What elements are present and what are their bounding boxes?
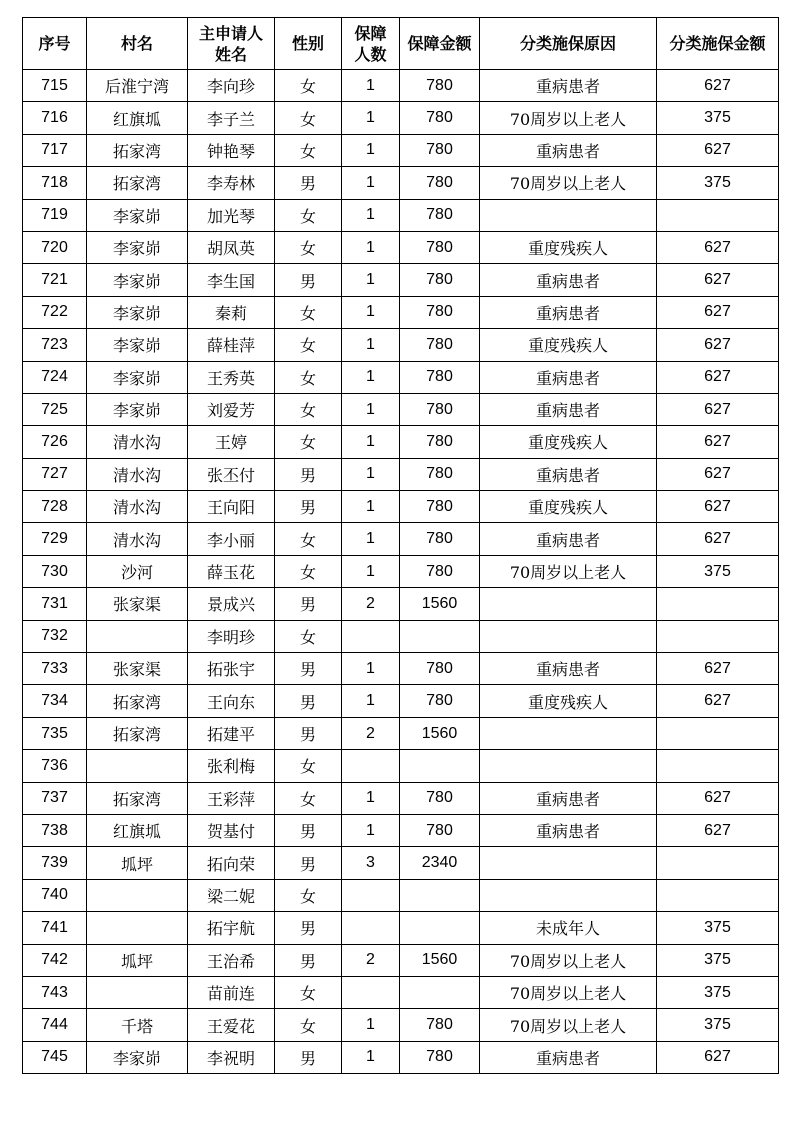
table-row — [23, 102, 779, 134]
cell-applicant: 王治希 — [188, 944, 275, 976]
cell-gender: 女 — [275, 523, 342, 555]
cell-village: 李家峁 — [87, 361, 188, 393]
table-row — [23, 912, 779, 944]
cell-village: 坬坪 — [87, 847, 188, 879]
cell-applicant: 薛桂萍 — [188, 329, 275, 361]
cell-gender: 女 — [275, 102, 342, 134]
cell-amount: 780 — [400, 1009, 480, 1041]
cell-amount: 780 — [400, 199, 480, 231]
cell-village: 李家峁 — [87, 1041, 188, 1073]
cell-applicant: 拓建平 — [188, 717, 275, 749]
cell-index: 721 — [23, 264, 87, 296]
cell-amount — [400, 620, 480, 652]
cell-amount — [400, 879, 480, 911]
cell-index: 730 — [23, 555, 87, 587]
cell-persons: 1 — [342, 523, 400, 555]
table-header-row — [23, 18, 779, 70]
cell-index: 718 — [23, 167, 87, 199]
cell-applicant: 梁二妮 — [188, 879, 275, 911]
cell-persons — [342, 879, 400, 911]
cell-persons: 1 — [342, 814, 400, 846]
cell-village: 李家峁 — [87, 199, 188, 231]
cell-index: 727 — [23, 458, 87, 490]
table-row — [23, 653, 779, 685]
cell-village: 张家渠 — [87, 588, 188, 620]
table-row — [23, 750, 779, 782]
cell-class-amount — [657, 750, 779, 782]
cell-applicant: 王秀英 — [188, 361, 275, 393]
table-row — [23, 426, 779, 458]
cell-persons: 1 — [342, 329, 400, 361]
cell-persons: 1 — [342, 102, 400, 134]
cell-reason — [480, 199, 657, 231]
cell-village: 拓家湾 — [87, 134, 188, 166]
cell-amount: 2340 — [400, 847, 480, 879]
cell-index: 725 — [23, 393, 87, 425]
cell-index: 733 — [23, 653, 87, 685]
cell-persons: 1 — [342, 296, 400, 328]
cell-index: 728 — [23, 491, 87, 523]
cell-class-amount: 375 — [657, 912, 779, 944]
cell-amount: 780 — [400, 653, 480, 685]
cell-applicant: 加光琴 — [188, 199, 275, 231]
cell-persons: 1 — [342, 167, 400, 199]
cell-persons: 2 — [342, 717, 400, 749]
cell-persons: 1 — [342, 653, 400, 685]
cell-class-amount — [657, 717, 779, 749]
cell-gender: 男 — [275, 814, 342, 846]
cell-amount: 780 — [400, 555, 480, 587]
cell-reason: 重度残疾人 — [480, 685, 657, 717]
cell-amount: 780 — [400, 426, 480, 458]
table-row — [23, 134, 779, 166]
cell-gender: 男 — [275, 167, 342, 199]
cell-village — [87, 976, 188, 1008]
cell-reason: 重病患者 — [480, 782, 657, 814]
cell-reason — [480, 750, 657, 782]
table-row — [23, 685, 779, 717]
cell-gender: 女 — [275, 361, 342, 393]
cell-applicant: 李向珍 — [188, 70, 275, 102]
cell-persons: 1 — [342, 555, 400, 587]
table-row — [23, 944, 779, 976]
cell-class-amount — [657, 199, 779, 231]
cell-index: 745 — [23, 1041, 87, 1073]
cell-amount: 780 — [400, 329, 480, 361]
cell-amount — [400, 750, 480, 782]
cell-village: 李家峁 — [87, 264, 188, 296]
cell-gender: 男 — [275, 588, 342, 620]
cell-village: 李家峁 — [87, 296, 188, 328]
cell-index: 732 — [23, 620, 87, 652]
table-body — [23, 70, 779, 1074]
cell-reason: 重病患者 — [480, 393, 657, 425]
table-row — [23, 231, 779, 263]
cell-class-amount — [657, 588, 779, 620]
assistance-table — [22, 17, 779, 1074]
cell-index: 726 — [23, 426, 87, 458]
cell-index: 740 — [23, 879, 87, 911]
cell-village — [87, 620, 188, 652]
cell-persons: 1 — [342, 70, 400, 102]
cell-index: 723 — [23, 329, 87, 361]
table-row — [23, 393, 779, 425]
cell-gender: 男 — [275, 653, 342, 685]
header-amount: 保障金额 — [400, 18, 480, 70]
cell-reason: 70周岁以上老人 — [480, 102, 657, 134]
cell-village — [87, 879, 188, 911]
cell-applicant: 秦莉 — [188, 296, 275, 328]
cell-applicant: 拓张宇 — [188, 653, 275, 685]
cell-class-amount: 375 — [657, 1009, 779, 1041]
cell-persons: 1 — [342, 426, 400, 458]
cell-applicant: 王婷 — [188, 426, 275, 458]
table-row — [23, 1041, 779, 1073]
table-row — [23, 491, 779, 523]
cell-reason — [480, 847, 657, 879]
cell-amount: 1560 — [400, 944, 480, 976]
header-index: 序号 — [23, 18, 87, 70]
cell-gender: 男 — [275, 847, 342, 879]
cell-applicant: 李祝明 — [188, 1041, 275, 1073]
cell-class-amount: 375 — [657, 976, 779, 1008]
cell-persons: 2 — [342, 588, 400, 620]
cell-village: 千塔 — [87, 1009, 188, 1041]
cell-index: 738 — [23, 814, 87, 846]
cell-persons — [342, 912, 400, 944]
cell-gender: 女 — [275, 70, 342, 102]
cell-persons: 1 — [342, 1041, 400, 1073]
cell-class-amount: 627 — [657, 361, 779, 393]
cell-village: 拓家湾 — [87, 685, 188, 717]
cell-class-amount — [657, 847, 779, 879]
cell-village: 拓家湾 — [87, 717, 188, 749]
cell-gender: 男 — [275, 264, 342, 296]
cell-index: 720 — [23, 231, 87, 263]
cell-applicant: 王彩萍 — [188, 782, 275, 814]
cell-reason: 重病患者 — [480, 70, 657, 102]
cell-applicant: 李生国 — [188, 264, 275, 296]
table-row — [23, 1009, 779, 1041]
cell-class-amount: 627 — [657, 523, 779, 555]
cell-index: 739 — [23, 847, 87, 879]
cell-index: 715 — [23, 70, 87, 102]
cell-persons: 1 — [342, 782, 400, 814]
cell-village: 清水沟 — [87, 523, 188, 555]
cell-applicant: 景成兴 — [188, 588, 275, 620]
header-applicant: 主申请人姓名 — [188, 18, 275, 70]
cell-persons — [342, 976, 400, 1008]
table-row — [23, 620, 779, 652]
cell-reason: 70周岁以上老人 — [480, 944, 657, 976]
cell-gender: 女 — [275, 231, 342, 263]
cell-reason: 70周岁以上老人 — [480, 167, 657, 199]
cell-amount: 780 — [400, 70, 480, 102]
cell-amount: 780 — [400, 782, 480, 814]
header-class-amount: 分类施保金额 — [657, 18, 779, 70]
cell-index: 729 — [23, 523, 87, 555]
cell-amount: 780 — [400, 296, 480, 328]
cell-reason: 重病患者 — [480, 264, 657, 296]
cell-amount: 780 — [400, 491, 480, 523]
cell-class-amount: 627 — [657, 264, 779, 296]
table-row — [23, 296, 779, 328]
cell-applicant: 钟艳琴 — [188, 134, 275, 166]
cell-class-amount: 375 — [657, 555, 779, 587]
cell-class-amount: 627 — [657, 782, 779, 814]
cell-persons — [342, 620, 400, 652]
cell-persons: 1 — [342, 458, 400, 490]
cell-village: 沙河 — [87, 555, 188, 587]
cell-index: 717 — [23, 134, 87, 166]
cell-applicant: 拓宇航 — [188, 912, 275, 944]
cell-applicant: 张利梅 — [188, 750, 275, 782]
cell-village: 红旗坬 — [87, 102, 188, 134]
cell-index: 741 — [23, 912, 87, 944]
cell-index: 716 — [23, 102, 87, 134]
header-gender: 性别 — [275, 18, 342, 70]
header-village: 村名 — [87, 18, 188, 70]
cell-reason: 重病患者 — [480, 458, 657, 490]
cell-gender: 男 — [275, 717, 342, 749]
cell-applicant: 张丕付 — [188, 458, 275, 490]
cell-class-amount: 627 — [657, 653, 779, 685]
cell-applicant: 王爱花 — [188, 1009, 275, 1041]
cell-applicant: 李明珍 — [188, 620, 275, 652]
cell-gender: 女 — [275, 393, 342, 425]
cell-gender: 男 — [275, 912, 342, 944]
cell-reason: 重度残疾人 — [480, 231, 657, 263]
cell-amount: 780 — [400, 523, 480, 555]
cell-reason — [480, 620, 657, 652]
table-row — [23, 782, 779, 814]
cell-persons: 1 — [342, 393, 400, 425]
cell-reason: 重度残疾人 — [480, 329, 657, 361]
cell-class-amount: 627 — [657, 329, 779, 361]
cell-index: 737 — [23, 782, 87, 814]
cell-class-amount: 627 — [657, 393, 779, 425]
cell-applicant: 王向阳 — [188, 491, 275, 523]
cell-reason: 重病患者 — [480, 1041, 657, 1073]
cell-class-amount: 627 — [657, 70, 779, 102]
cell-gender: 女 — [275, 1009, 342, 1041]
cell-gender: 女 — [275, 134, 342, 166]
cell-reason: 重病患者 — [480, 653, 657, 685]
header-persons: 保障人数 — [342, 18, 400, 70]
cell-applicant: 李寿林 — [188, 167, 275, 199]
cell-amount: 780 — [400, 167, 480, 199]
cell-index: 744 — [23, 1009, 87, 1041]
cell-reason — [480, 588, 657, 620]
cell-applicant: 王向东 — [188, 685, 275, 717]
cell-gender: 女 — [275, 879, 342, 911]
cell-class-amount: 627 — [657, 134, 779, 166]
cell-gender: 男 — [275, 944, 342, 976]
cell-village: 清水沟 — [87, 458, 188, 490]
cell-village: 张家渠 — [87, 653, 188, 685]
cell-amount — [400, 976, 480, 1008]
cell-gender: 男 — [275, 491, 342, 523]
cell-gender: 女 — [275, 976, 342, 1008]
cell-class-amount — [657, 620, 779, 652]
cell-gender: 男 — [275, 1041, 342, 1073]
cell-class-amount: 627 — [657, 231, 779, 263]
cell-reason: 重度残疾人 — [480, 426, 657, 458]
cell-gender: 女 — [275, 620, 342, 652]
cell-reason: 重病患者 — [480, 523, 657, 555]
document-page — [22, 17, 778, 1074]
cell-persons: 1 — [342, 491, 400, 523]
cell-amount: 780 — [400, 393, 480, 425]
cell-amount: 780 — [400, 814, 480, 846]
cell-amount: 780 — [400, 231, 480, 263]
cell-index: 736 — [23, 750, 87, 782]
table-row — [23, 847, 779, 879]
header-reason: 分类施保原因 — [480, 18, 657, 70]
cell-gender: 男 — [275, 458, 342, 490]
table-row — [23, 361, 779, 393]
cell-class-amount: 627 — [657, 814, 779, 846]
cell-gender: 女 — [275, 555, 342, 587]
table-row — [23, 717, 779, 749]
cell-persons: 1 — [342, 1009, 400, 1041]
cell-village: 拓家湾 — [87, 782, 188, 814]
cell-reason: 70周岁以上老人 — [480, 1009, 657, 1041]
cell-persons: 1 — [342, 361, 400, 393]
cell-applicant: 李子兰 — [188, 102, 275, 134]
cell-index: 743 — [23, 976, 87, 1008]
cell-gender: 女 — [275, 329, 342, 361]
cell-amount: 780 — [400, 102, 480, 134]
cell-gender: 男 — [275, 685, 342, 717]
table-row — [23, 70, 779, 102]
cell-gender: 女 — [275, 750, 342, 782]
cell-village: 清水沟 — [87, 426, 188, 458]
cell-persons: 1 — [342, 199, 400, 231]
cell-village: 后淮宁湾 — [87, 70, 188, 102]
cell-amount: 780 — [400, 264, 480, 296]
cell-reason — [480, 717, 657, 749]
cell-class-amount: 627 — [657, 458, 779, 490]
cell-persons — [342, 750, 400, 782]
cell-persons: 1 — [342, 264, 400, 296]
cell-class-amount: 627 — [657, 685, 779, 717]
table-row — [23, 329, 779, 361]
cell-village — [87, 750, 188, 782]
cell-persons: 1 — [342, 685, 400, 717]
cell-reason: 重病患者 — [480, 296, 657, 328]
table-row — [23, 976, 779, 1008]
cell-applicant: 李小丽 — [188, 523, 275, 555]
cell-applicant: 薛玉花 — [188, 555, 275, 587]
table-row — [23, 814, 779, 846]
cell-index: 719 — [23, 199, 87, 231]
cell-village: 坬坪 — [87, 944, 188, 976]
cell-amount: 780 — [400, 458, 480, 490]
table-row — [23, 458, 779, 490]
cell-reason: 70周岁以上老人 — [480, 976, 657, 1008]
cell-village: 红旗坬 — [87, 814, 188, 846]
cell-reason: 重病患者 — [480, 814, 657, 846]
cell-applicant: 贺基付 — [188, 814, 275, 846]
cell-amount: 1560 — [400, 717, 480, 749]
cell-class-amount: 627 — [657, 426, 779, 458]
cell-amount: 1560 — [400, 588, 480, 620]
cell-gender: 女 — [275, 199, 342, 231]
cell-class-amount: 375 — [657, 102, 779, 134]
cell-index: 742 — [23, 944, 87, 976]
cell-index: 722 — [23, 296, 87, 328]
cell-gender: 女 — [275, 426, 342, 458]
cell-amount: 780 — [400, 1041, 480, 1073]
cell-reason: 重病患者 — [480, 134, 657, 166]
cell-reason: 70周岁以上老人 — [480, 555, 657, 587]
cell-village: 李家峁 — [87, 393, 188, 425]
cell-reason: 未成年人 — [480, 912, 657, 944]
cell-village: 清水沟 — [87, 491, 188, 523]
cell-gender: 女 — [275, 296, 342, 328]
cell-applicant: 拓向荣 — [188, 847, 275, 879]
cell-amount: 780 — [400, 685, 480, 717]
table-row — [23, 199, 779, 231]
table-row — [23, 264, 779, 296]
cell-persons: 1 — [342, 134, 400, 166]
cell-persons: 2 — [342, 944, 400, 976]
cell-village — [87, 912, 188, 944]
cell-reason: 重度残疾人 — [480, 491, 657, 523]
cell-village: 拓家湾 — [87, 167, 188, 199]
cell-class-amount: 375 — [657, 944, 779, 976]
cell-index: 734 — [23, 685, 87, 717]
cell-amount — [400, 912, 480, 944]
table-row — [23, 879, 779, 911]
cell-amount: 780 — [400, 134, 480, 166]
cell-persons: 3 — [342, 847, 400, 879]
cell-applicant: 刘爱芳 — [188, 393, 275, 425]
table-row — [23, 523, 779, 555]
cell-reason — [480, 879, 657, 911]
cell-village: 李家峁 — [87, 329, 188, 361]
cell-index: 724 — [23, 361, 87, 393]
cell-applicant: 胡凤英 — [188, 231, 275, 263]
table-row — [23, 167, 779, 199]
table-row — [23, 555, 779, 587]
cell-persons: 1 — [342, 231, 400, 263]
cell-class-amount: 627 — [657, 1041, 779, 1073]
cell-class-amount — [657, 879, 779, 911]
cell-amount: 780 — [400, 361, 480, 393]
cell-index: 735 — [23, 717, 87, 749]
cell-village: 李家峁 — [87, 231, 188, 263]
table-row — [23, 588, 779, 620]
cell-gender: 女 — [275, 782, 342, 814]
cell-class-amount: 375 — [657, 167, 779, 199]
cell-index: 731 — [23, 588, 87, 620]
cell-class-amount: 627 — [657, 491, 779, 523]
cell-reason: 重病患者 — [480, 361, 657, 393]
cell-class-amount: 627 — [657, 296, 779, 328]
cell-applicant: 苗前连 — [188, 976, 275, 1008]
